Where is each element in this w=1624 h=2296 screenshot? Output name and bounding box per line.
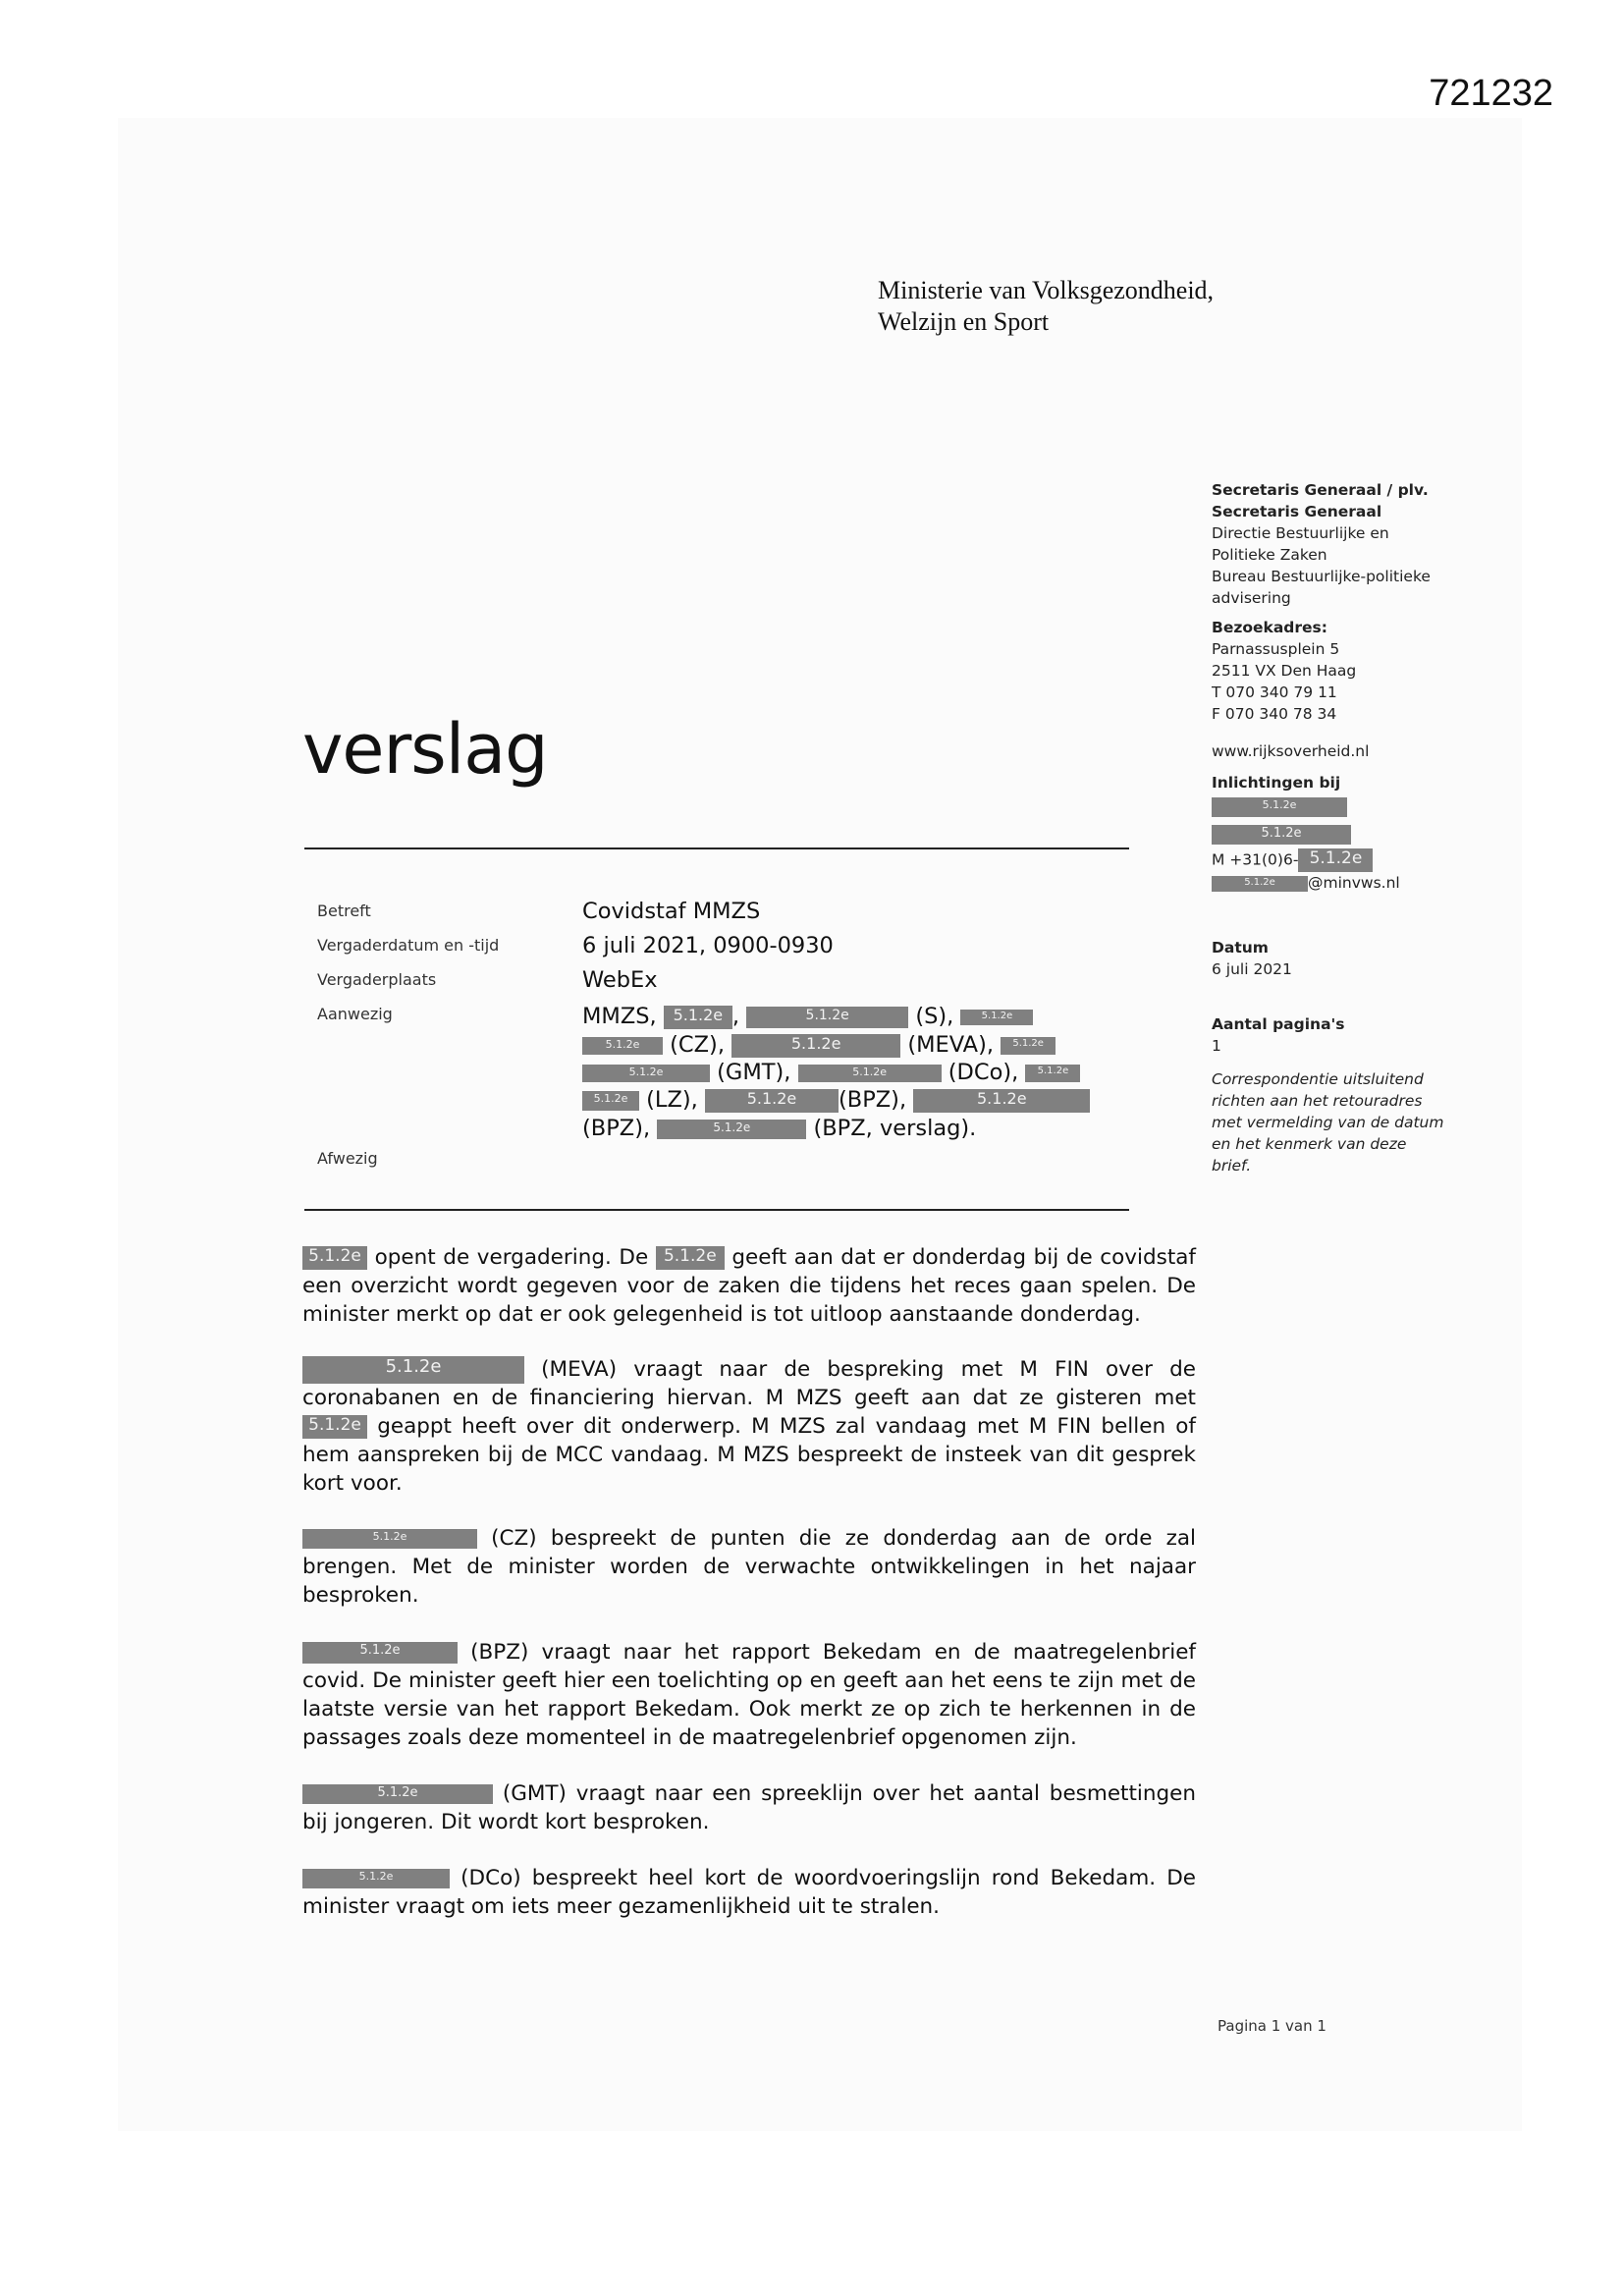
ministry-logo-text (878, 275, 1214, 338)
label-location: Vergaderplaats (317, 970, 437, 989)
redaction-block: 5.1.2e (302, 1642, 458, 1664)
address-street: Parnassusplein 5 (1212, 640, 1340, 658)
present-line-2 (582, 1030, 1056, 1060)
note-line: met vermelding van de datum (1212, 1114, 1444, 1131)
present-bpz-verslag: (BPZ, verslag). (813, 1116, 977, 1141)
redaction-block: 5.1.2e (582, 1065, 710, 1082)
sidebar-department (1212, 479, 1506, 609)
pages-label: Aantal pagina's (1212, 1015, 1345, 1033)
present-dco: (DCo), (947, 1060, 1019, 1085)
value-subject: Covidstaf MMZS (582, 899, 761, 924)
paragraph-1 (302, 1243, 1196, 1329)
present-lz: (LZ), (646, 1087, 698, 1113)
email-suffix: @minvws.nl (1308, 874, 1400, 892)
mobile-prefix: M +31(0)6- (1212, 850, 1299, 869)
redaction-block: 5.1.2e (1298, 848, 1373, 872)
value-datetime: 6 juli 2021, 0900-0930 (582, 933, 834, 958)
dept-line: Secretaris Generaal / plv. (1212, 481, 1429, 499)
redaction-block: 5.1.2e (302, 1529, 477, 1549)
ministry-line-1: Ministerie van Volksgezondheid, (878, 276, 1215, 304)
redaction-block: 5.1.2e (302, 1869, 450, 1888)
p1-text-b: geeft aan dat er donderdag bij de covidstaf een overzicht wordt gegeven voor de zaken die tijdens het reces gaan spelen. De minister merkt op dat er ook gelegenheid is tot uitloop aanstaande donderdag. (302, 1245, 1197, 1327)
p2-text-b: geappt heeft over dit onderwerp. M MZS zal vandaag met M FIN bellen of hem aanspreken bij de MCC vandaag. M MZS bespreekt de insteek van dit gesprek kort voor. (302, 1414, 1196, 1496)
redaction-block: 5.1.2e (731, 1034, 900, 1058)
sidebar-date (1212, 937, 1506, 980)
redaction-block: 5.1.2e (302, 1356, 524, 1384)
redaction-block: 5.1.2e (302, 1415, 367, 1439)
fax-number: F 070 340 78 34 (1212, 705, 1337, 723)
redaction-block: 5.1.2e (913, 1089, 1090, 1113)
note-line: Correspondentie uitsluitend (1212, 1070, 1424, 1088)
redaction-block: 5.1.2e (656, 1246, 725, 1270)
document-number: 721232 (1429, 73, 1553, 114)
note-line: richten aan het retouradres (1212, 1092, 1423, 1110)
present-bpz-2: (BPZ), (582, 1116, 651, 1141)
paragraph-5 (302, 1779, 1196, 1836)
dept-line: Directie Bestuurlijke en (1212, 524, 1389, 542)
redaction-block: 5.1.2e (657, 1120, 806, 1139)
dept-line: Secretaris Generaal (1212, 503, 1382, 520)
present-line-3 (582, 1058, 1080, 1087)
p4-text: (BPZ) vraagt naar het rapport Bekedam en de maatregelenbrief covid. De minister geeft hier een toelichting op en geeft aan het eens te zijn met de laatste versie van het rapport Bekedam. Ook merkt ze op zich te herkennen in de passages zoals deze momenteel in de maatregelenbrief opgenomen zijn. (302, 1640, 1196, 1750)
info-label: Inlichtingen bij (1212, 774, 1341, 792)
redaction-block: 5.1.2e (1001, 1037, 1056, 1055)
present-cz: (CZ), (670, 1032, 725, 1058)
header-divider (304, 847, 1129, 849)
present-bpz: (BPZ), (838, 1087, 907, 1113)
page-footer: Pagina 1 van 1 (1218, 2017, 1326, 2035)
phone-number: T 070 340 79 11 (1212, 683, 1337, 701)
ministry-line-2: Welzijn en Sport (878, 307, 1050, 336)
dept-line: Politieke Zaken (1212, 546, 1327, 564)
redaction-block: 5.1.2e (1212, 876, 1308, 892)
redaction-block: 5.1.2e (1025, 1065, 1080, 1082)
p3-text: (CZ) bespreekt de punten die ze donderdag aan de orde zal brengen. Met de minister worden de verwachte ontwikkelingen in het najaar besproken. (302, 1526, 1196, 1608)
redaction-block: 5.1.2e (582, 1037, 663, 1055)
address-label: Bezoekadres: (1212, 619, 1327, 636)
meta-divider (304, 1209, 1129, 1211)
date-label: Datum (1212, 939, 1269, 957)
label-subject: Betreft (317, 902, 371, 920)
dept-line: advisering (1212, 589, 1291, 607)
note-line: en het kenmerk van deze (1212, 1135, 1407, 1153)
redaction-block: 5.1.2e (302, 1246, 367, 1270)
sidebar-correspondence-note (1212, 1068, 1506, 1176)
present-meva: (MEVA), (907, 1032, 994, 1058)
label-datetime: Vergaderdatum en -tijd (317, 936, 500, 955)
note-line: brief. (1212, 1157, 1252, 1175)
present-line-4 (582, 1085, 1090, 1115)
paragraph-4 (302, 1638, 1196, 1752)
p1-text-a: opent de vergadering. De (374, 1245, 649, 1270)
value-location: WebEx (582, 967, 658, 993)
redaction-block: 5.1.2e (705, 1089, 839, 1113)
sidebar-address (1212, 617, 1506, 725)
redaction-block: 5.1.2e (1212, 797, 1347, 817)
date-value: 6 juli 2021 (1212, 960, 1292, 978)
address-city: 2511 VX Den Haag (1212, 662, 1357, 680)
present-comma: , (731, 1004, 739, 1029)
paragraph-6 (302, 1864, 1196, 1921)
present-mmzs: MMZS, (582, 1004, 657, 1029)
present-line-1 (582, 1002, 1033, 1031)
redaction-block: 5.1.2e (582, 1091, 639, 1111)
present-s: (S), (915, 1004, 954, 1029)
present-line-5 (582, 1114, 976, 1143)
p2-text-a: (MEVA) vraagt naar de bespreking met M FIN over de coronabanen en de financiering hiervan. M MZS geeft aan dat ze gisteren met (302, 1357, 1197, 1410)
redaction-block: 5.1.2e (960, 1010, 1033, 1025)
redaction-block: 5.1.2e (664, 1006, 732, 1029)
document-type-heading: verslag (302, 709, 548, 790)
redaction-block: 5.1.2e (746, 1007, 908, 1028)
label-present: Aanwezig (317, 1005, 393, 1023)
redaction-block: 5.1.2e (798, 1065, 942, 1082)
sidebar-contact (1212, 772, 1506, 894)
redaction-block: 5.1.2e (302, 1784, 493, 1804)
label-absent: Afwezig (317, 1149, 378, 1168)
paragraph-2 (302, 1355, 1196, 1498)
website-link: www.rijksoverheid.nl (1212, 742, 1370, 760)
p5-text: (GMT) vraagt naar een spreeklijn over het aantal besmettingen bij jongeren. Dit wordt kort besproken. (302, 1781, 1197, 1834)
p6-text: (DCo) bespreekt heel kort de woordvoeringslijn rond Bekedam. De minister vraagt om iets meer gezamenlijkheid uit te stralen. (302, 1866, 1196, 1919)
present-gmt: (GMT), (717, 1060, 791, 1085)
redaction-block: 5.1.2e (1212, 825, 1351, 845)
paragraph-3 (302, 1524, 1196, 1610)
pages-value: 1 (1212, 1037, 1221, 1055)
dept-line: Bureau Bestuurlijke-politieke (1212, 568, 1431, 585)
sidebar-pages (1212, 1013, 1506, 1057)
